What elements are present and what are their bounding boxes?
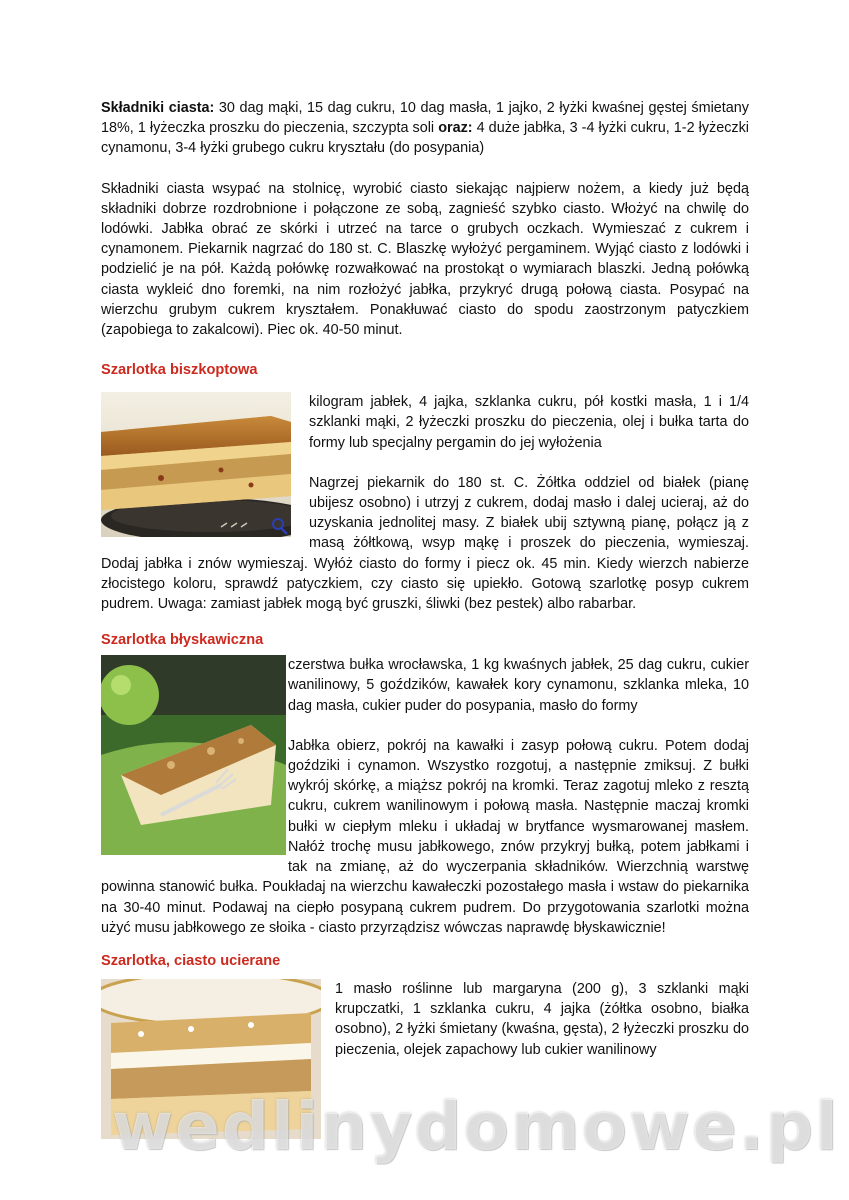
recipe-ingredients-ucierane: 1 masło roślinne lub margaryna (200 g), 3 szklanki mąki krupczatki, 1 szklanka cukru, 4 jajka (żółtka osobno, białka osobno), 2 łyżki śmietany (kwaśna, gęsta), 2 łyżeczki proszku do pieczenia, olejek zapachowy lub cukier wanilinowy [335,980,749,1058]
recipe-blyskawiczna [101,655,749,938]
recipe-title-biszkoptowa: Szarlotka biszkoptowa [101,362,258,379]
cake-photo-blyskawiczna [101,655,286,855]
watermark-text: wedlinydomowe.pl [112,1088,840,1165]
intro-method: Składniki ciasta wsypać na stolnicę, wyrobić ciasto siekając najpierw nożem, a kiedy już będą składniki dobrze rozdrobnione i połączone ze sobą, zagnieść szybko ciasto. Włożyć na chwilę do lodówki. Jabłka obrać ze skórki i utrzeć na tarce o grubych oczkach. Wymieszać z cukrem i cynamonem. Piekarnik nagrzać do 180 st. C. Blaszkę wyłożyć pergaminem. Wyjąć ciasto z lodówki i podzielić je na pół. Każdą połówkę rozwałkować na prostokąt o wymiarach blaszki. Jedną połówką ciasta wykleić dno foremki, na nim rozłożyć jabłka, przykryć drugą połową ciasta. Posypać na wierzchu grubym cukrem kryształem. Ponakłuwać ciasto do spodu zaostrzonym patyczkiem (zapobiega to zakalcowi). Piec ok. 40-50 minut. [101,180,749,339]
document-page [101,98,749,1139]
intro-ingredients [101,98,749,159]
ingredients-list-b: 4 duże jabłka, 3 -4 łyżki cukru, 1-2 łyżeczki cynamonu, 3-4 łyżki grubego cukru kryształu (do posypania) [101,120,749,157]
recipe-biszkoptowa [101,392,749,614]
ingredients-list-a: 30 dag mąki, 15 dag cukru, 10 dag masła, 1 jajko, 2 łyżki kwaśnej gęstej śmietany 18%, 1 łyżeczka proszku do pieczenia, szczypta soli [101,100,749,137]
recipe-ingredients-biszkoptowa: kilogram jabłek, 4 jajka, szklanka cukru, pół kostki masła, 1 i 1/4 szklanki mąki, 2 łyżeczki proszku do pieczenia, olej i bułka tarta do formy lub specjalny pergamin do jej wyłożenia [309,394,749,451]
recipe-method-biszkoptowa: Nagrzej piekarnik do 180 st. C. Żółtka oddziel od białek (pianę ubijesz osobno) i utrzyj z cukrem, dodaj masło i dalej ucieraj, aż do uzyskania jednolitej masy. Z białek ubij sztywną pianę, połącz ją z masą żółtkową, wsyp mąkę i proszek do pieczenia, wymieszaj. Dodaj jabłka i znów wymieszaj. Wyłóż ciasto do formy i piecz ok. 45 min. Kiedy wierzch nabierze złocistego koloru, sprawdź patyczkiem, czy ciasto się upiekło. Gotową szarlotkę posyp cukrem pudrem. Uwaga: zamiast jabłek mogą być gruszki, śliwki (bez pestek) albo rabarbar. [101,474,749,613]
cake-photo-biszkoptowa [101,392,291,537]
oraz-label: oraz: [438,120,473,137]
recipe-title-blyskawiczna: Szarlotka błyskawiczna [101,632,264,649]
recipe-title-ucierane: Szarlotka, ciasto ucierane [101,952,281,969]
ingredients-label: Składniki ciasta: [101,100,215,116]
recipe-method-blyskawiczna: Jabłka obierz, pokrój na kawałki i zasyp połową cukru. Potem dodaj goździki i cynamon. Wszystko rozgotuj, a następnie zmiksuj. Z bułki wykrój skórkę, a miąższ pokrój na kromki. Teraz zagotuj mleko z resztą cukru, cukrem wanilinowym i połową masła. Następnie maczaj kromki bułki w ciepłym mleku i układaj w brytfance wysmarowanej masłem. Nałóż trochę musu jabłkowego, znów przykryj bułką, potem jabłkami i tak na zmianę, aż do wyczerpania składników. Wierzchnią warstwę powinna stanowić bułka. Poukładaj na wierzchu kawałeczki pozostałego masła i wstaw do piekarnika na 30-40 minut. Podawaj na ciepło posypaną cukrem pudrem. Do przygotowania szarlotki można użyć musu jabłkowego ze słoika - ciasto przyrządzisz wówczas naprawdę błyskawicznie! [101,737,749,936]
recipe-ingredients-blyskawiczna: czerstwa bułka wrocławska, 1 kg kwaśnych jabłek, 25 dag cukru, cukier wanilinowy, 5 goździków, kawałek kory cynamonu, szklanka mleka, 10 dag masła, cukier puder do posypania, masło do formy [288,657,749,714]
